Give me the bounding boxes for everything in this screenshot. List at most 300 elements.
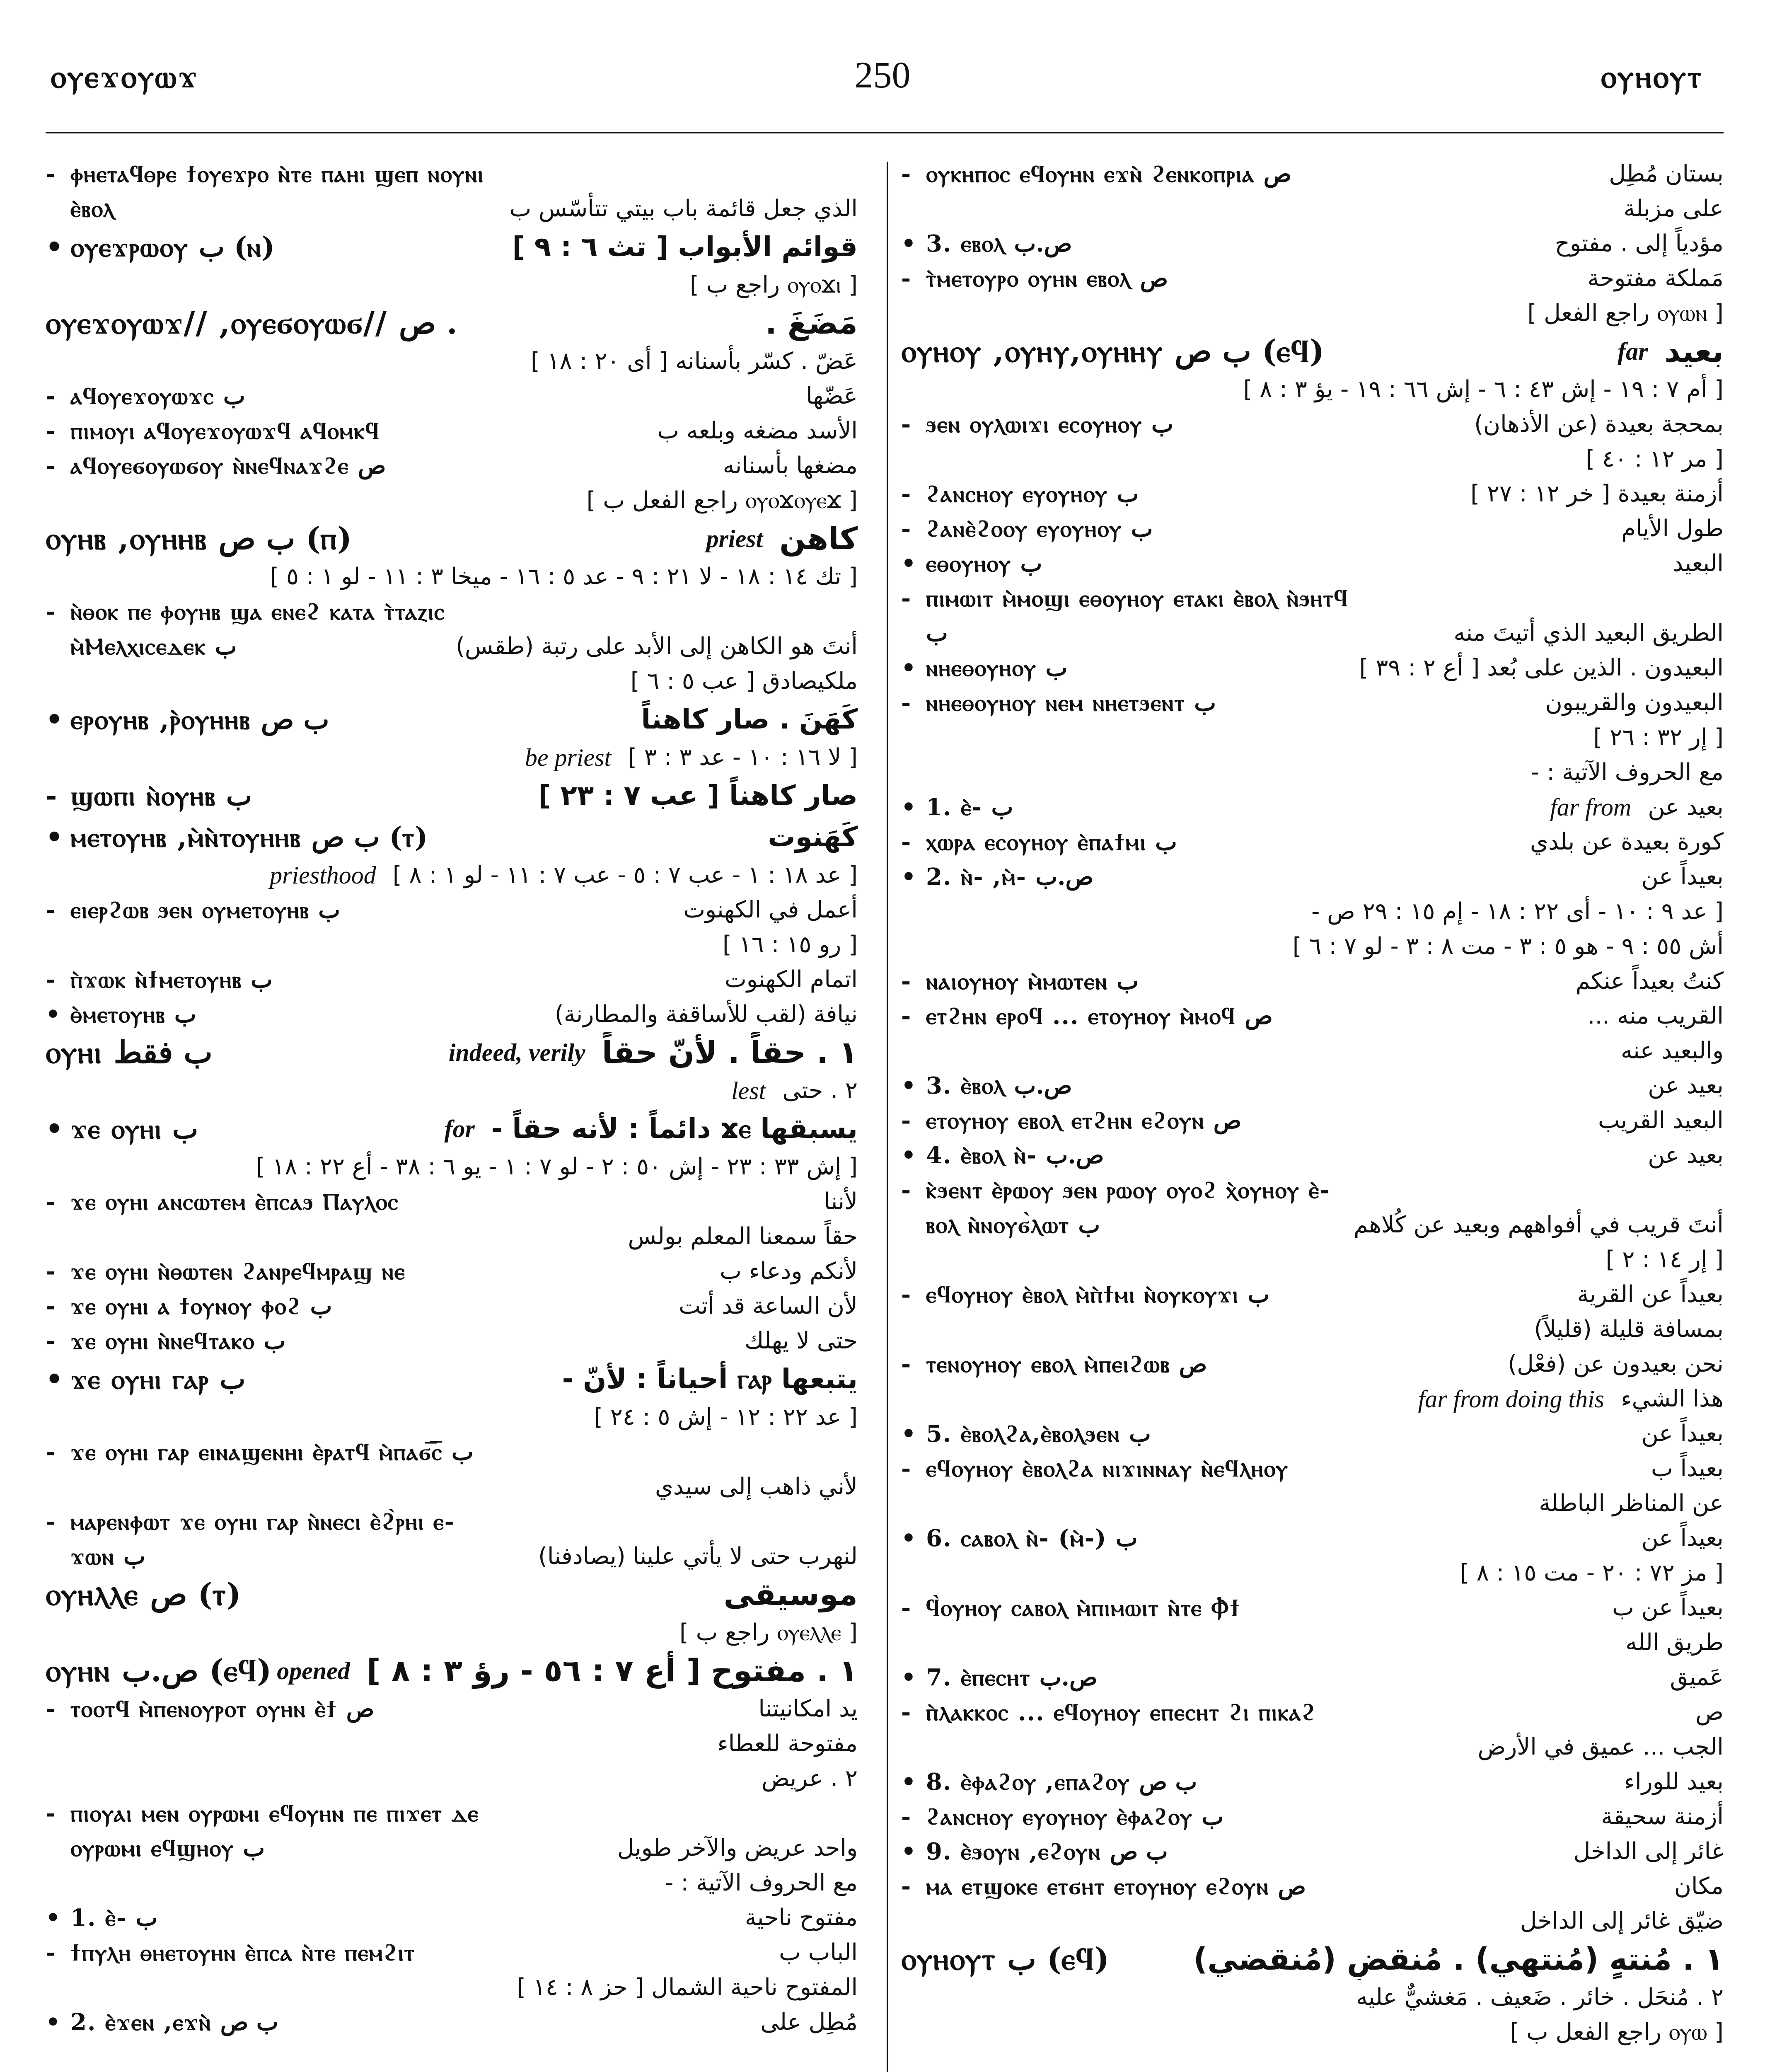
entry-line [901, 477, 1724, 511]
coptic-text: ⲟⲩⲉϫⲣⲱⲟⲩ ب (ⲛ) [70, 231, 275, 263]
coptic-text: ⲟⲩⲏⲟⲩ ,ⲟⲩⲏⲩ,ⲟⲩⲏⲏⲩ ب ص (ⲉϥ) [901, 334, 1325, 369]
bullet-marker: • [901, 1768, 916, 1796]
arabic-gloss: لأنكم ودعاء ب [720, 1258, 858, 1285]
left-column [46, 157, 858, 2072]
arabic-gloss: الباب ب [779, 1939, 858, 1966]
entry-line [901, 1347, 1724, 1382]
arabic-gloss: [ إر ٣٢ : ٢٦ ] [1593, 724, 1724, 751]
coptic-text: ⲡ̀ϫⲱⲕ ⲛ̀ϯⲙⲉⲧⲟⲩⲏⲃ ب [70, 966, 273, 993]
entry-line [46, 1358, 858, 1400]
coptic-text: ϫⲉ ⲟⲩⲏⲓ ⲅⲁⲣ ب [70, 1363, 246, 1395]
entry-line [901, 407, 1724, 442]
arabic-gloss: ٢ . مُنحَل . خائر . ضَعيف . مَغشيٌّ عليه [1356, 1984, 1724, 2011]
coptic-text: ⲟⲩⲏⲓ ب فقط [46, 1035, 213, 1070]
arabic-gloss: كنتُ بعيداً عنكم [1575, 968, 1724, 995]
coptic-text: ϫⲉ ⲟⲩⲏⲓ ⲁⲛⲥⲱⲧⲉⲙ ⲉ̀ⲡⲥⲁϧ Ⲡⲁⲩⲗⲟⲥ [70, 1188, 399, 1215]
coptic-text: ⲁϥⲟⲩⲉϫⲟⲩⲱϫⲥ ب [70, 382, 245, 410]
dash-marker: - [46, 896, 56, 924]
entry-line [46, 1073, 858, 1108]
dash-marker: - [46, 1258, 56, 1285]
english-gloss: for [444, 1115, 475, 1143]
coptic-text: ⲟⲩⲏⲗⲗⲉ ص (ⲧ) [46, 1577, 241, 1612]
entry-line [901, 546, 1724, 581]
arabic-gloss: لنهرب حتى لا يأتي علينا (يصادفنا) [538, 1543, 858, 1570]
entry-line [901, 685, 1724, 720]
arabic-gloss: يسبقها ϫⲉ دائماً : لأنه حقاً - [491, 1113, 858, 1145]
coptic-text: ⲟⲩⲕⲏⲡⲟⲥ ⲉϥⲟⲩⲏⲛ ⲉϫⲛ̀ ϩⲉⲛⲕⲟⲡⲣⲓⲁ ص [926, 160, 1292, 188]
arabic-gloss: [ رو ١٥ : ١٦ ] [723, 931, 858, 958]
arabic-gloss: نحن بعيدون عن (فعْل) [1508, 1351, 1724, 1377]
coptic-text: ϩⲁⲛⲉ̀ϩⲟⲟⲩ ⲉⲩⲟⲩⲏⲟⲩ ب [926, 515, 1153, 542]
entry-line [46, 1435, 858, 1469]
arabic-gloss: اتمام الكهنوت [725, 966, 858, 993]
coptic-text: ⲁϥⲟⲩⲉϭⲟⲩⲱϭⲟⲩ ⲛ̀ⲛⲉϥⲛⲁϫϩⲉ ص [70, 452, 386, 479]
arabic-gloss: كاهن [779, 521, 858, 557]
entry-line [46, 629, 858, 664]
dash-marker: - [901, 1594, 911, 1622]
arabic-gloss: غائر إلى الداخل [1573, 1838, 1724, 1865]
arabic-gloss: مفتوحة للعطاء [717, 1730, 858, 1757]
entry-line [46, 344, 858, 379]
entry-line [901, 1382, 1724, 1416]
coptic-text: ⲕ̀ϧⲉⲛⲧ ⲉ̀ⲣⲱⲟⲩ ϧⲉⲛ ⲣⲱⲟⲩ ⲟⲩⲟϩ ⲭ̀ⲟⲩⲏⲟⲩ ⲉ̀- [926, 1176, 1330, 1204]
coptic-text: ⲟⲩⲏⲛ ص.ب (ⲉϥ) [46, 1653, 272, 1689]
dash-marker: - [901, 411, 911, 438]
arabic-gloss: بعيد عن [1648, 1142, 1724, 1169]
entry-line [46, 1184, 858, 1219]
coptic-text: ⲉϥⲟⲩⲏⲟⲩ ⲉ̀ⲃⲟⲗϩⲁ ⲛⲓϫⲓⲛⲛⲁⲩ ⲛ̀ⲉϥⲗⲏⲟⲩ [926, 1455, 1289, 1482]
entry-line [46, 740, 858, 775]
entry-line [901, 226, 1724, 261]
bullet-marker: • [46, 2009, 60, 2036]
entry-line [46, 157, 858, 191]
entry-line [46, 379, 858, 414]
arabic-gloss: الأسد مضغه وبلعه ب [657, 417, 858, 444]
dash-marker: - [46, 1508, 56, 1535]
entry-line [901, 999, 1724, 1034]
coptic-text: ⲧ̀ⲙⲉⲧⲟⲩⲣⲟ ⲟⲩⲏⲛ ⲉⲃⲟⲗ ص [926, 265, 1168, 292]
coptic-text: ϫⲱⲛ ب [70, 1543, 145, 1570]
coptic-text: ϩⲁⲛⲥⲏⲟⲩ ⲉⲩⲟⲩⲏⲟⲩ ⲉ̀ⲫⲁϩⲟⲩ ب [926, 1803, 1224, 1830]
entry-headword-line [901, 1939, 1724, 1980]
arabic-gloss: ١ . مُنتهٍ (مُنتهي) . مُنقضٍ (مُنقضي) [1193, 1941, 1724, 1977]
entry-line [46, 414, 858, 448]
entry-line [46, 997, 858, 1032]
coptic-text: ϥ̀ⲟⲩⲏⲟⲩ ⲥⲁⲃⲟⲗ ⲙ̀ⲡⲓⲙⲱⲓⲧ ⲛ̀ⲧⲉ Ⲫ̀ϯ [926, 1594, 1241, 1622]
entry-line [901, 964, 1724, 999]
entry-line [901, 1556, 1724, 1590]
arabic-gloss: كورة بعيدة عن بلدي [1530, 828, 1724, 855]
entry-line [46, 1150, 858, 1184]
arabic-gloss: أزمنة بعيدة [ خر ١٢ : ٢٧ ] [1470, 480, 1724, 507]
coptic-text: ϯⲡⲩⲗⲏ ⲑⲏⲉⲧⲟⲩⲏⲛ ⲉ̀ⲡⲥⲁ ⲛ̀ⲧⲉ ⲡⲉⲙϩⲓⲧ [70, 1939, 415, 1966]
entry-line [901, 1904, 1724, 1939]
entry-line [901, 1312, 1724, 1347]
coptic-text: 2. ⲉ̀ϫⲉⲛ ,ⲉϫⲛ̀ ب ص [70, 2009, 278, 2036]
dash-marker: - [46, 452, 56, 479]
coptic-text: ⲛ̀ⲑⲟⲕ ⲡⲉ ⲫⲟⲩⲏⲃ ϣⲁ ⲉⲛⲉϩ ⲕⲁⲧⲁ ⲧ̀ⲧⲁⲍⲓⲥ [70, 598, 445, 625]
arabic-gloss: عَضّ . كسّر بأسنانه [ أى ٢٠ : ١٨ ] [531, 348, 858, 375]
coptic-text: 9. ⲉ̀ϧⲟⲩⲛ ,ⲉϩⲟⲩⲛ ب ص [926, 1838, 1168, 1865]
coptic-text: ⲧⲉⲛⲟⲩⲏⲟⲩ ⲉⲃⲟⲗ ⲙ̀ⲡⲉⲓϩⲱⲃ ص [926, 1351, 1207, 1378]
arabic-gloss: هذا الشيء [1621, 1385, 1724, 1412]
bullet-marker: • [901, 794, 916, 821]
arabic-gloss: [ ⲟⲩⲱ راجع الفعل ب ] [1510, 2019, 1724, 2045]
coptic-text: 2. ⲛ̀- ,ⲙ̀- ص.ب [926, 863, 1094, 891]
arabic-gloss: الطريق البعيد الذي أتيتَ منه [1453, 620, 1724, 646]
entry-line [46, 1504, 858, 1539]
dash-marker: - [901, 1351, 911, 1378]
entry-line [901, 1277, 1724, 1312]
coptic-text: 6. ⲥⲁⲃⲟⲗ ⲛ̀- (ⲙ̀-) ب [926, 1525, 1138, 1552]
bullet-marker: • [901, 550, 916, 577]
arabic-gloss: [ عد ٩ : ١٠ - أى ٢٢ : ١٨ - إم ١٥ : ٢٩ ص - [1311, 898, 1724, 925]
english-gloss: priest [706, 525, 763, 552]
entry-line [46, 594, 858, 629]
arabic-gloss: عَميق [1670, 1664, 1724, 1691]
header-right-guideword: ⲟⲩⲏⲟⲩⲧ [1601, 58, 1703, 95]
bullet-marker: • [46, 231, 63, 263]
entry-line [901, 1869, 1724, 1904]
coptic-text: 8. ⲉ̀ⲫⲁϩⲟⲩ ,ⲉⲡⲁϩⲟⲩ ب ص [926, 1768, 1197, 1796]
arabic-gloss: لأن الساعة قد أتت [679, 1293, 858, 1319]
bullet-marker: • [46, 821, 63, 853]
entry-line [46, 816, 858, 858]
coptic-text: ϧⲉⲛ ⲟⲩⲗⲱⲓϫⲓ ⲉⲥⲟⲩⲏⲟⲩ ب [926, 411, 1173, 438]
arabic-gloss: حتى لا يهلك [745, 1327, 858, 1354]
arabic-gloss: [ ⲟⲩⲱⲛ راجع الفعل ] [1527, 300, 1724, 327]
coptic-text: 4. ⲉ̀ⲃⲟⲗ ⲛ̀- ص.ب [926, 1142, 1104, 1169]
arabic-gloss: أعمل في الكهنوت [683, 896, 858, 923]
dash-marker: - [901, 1455, 911, 1482]
dash-marker: - [46, 160, 56, 188]
page-number: 250 [854, 55, 911, 96]
entry-line [46, 1726, 858, 1761]
english-gloss: far [1618, 338, 1648, 365]
arabic-gloss: [ مر ١٢ : ٤٠ ] [1586, 445, 1724, 472]
entry-line [46, 191, 858, 226]
entry-line [901, 442, 1724, 477]
bullet-marker: • [46, 703, 63, 736]
english-gloss: priesthood [270, 862, 376, 889]
arabic-gloss: ١ . مفتوح [ أع ٧ : ٥٦ - رؤ ٣ : ٨ ] [366, 1653, 858, 1689]
dash-marker: - [901, 265, 911, 292]
arabic-gloss: صار كاهناً [ عب ٧ : ٢٣ ] [538, 779, 858, 811]
arabic-gloss: بعيداً عن [1641, 863, 1724, 890]
dash-marker: - [901, 480, 911, 508]
entry-line [46, 775, 858, 816]
arabic-gloss: قوائم الأبواب [ تث ٦ : ٩ ] [512, 231, 858, 263]
arabic-gloss: بعيداً عن [1641, 1420, 1724, 1447]
arabic-gloss: أزمنة سحيقة [1601, 1803, 1724, 1830]
coptic-text: ϣⲱⲡⲓ ⲛ̀ⲟⲩⲏⲃ ب [70, 779, 252, 812]
entry-line [901, 1521, 1724, 1556]
coptic-text: ⲟⲩⲏⲃ ,ⲟⲩⲏⲏⲃ ب ص (ⲡ) [46, 521, 352, 557]
entry-line [46, 448, 858, 483]
entry-line [46, 893, 858, 927]
coptic-text: ϫⲉ ⲟⲩⲏⲓ ⲁ ϯⲟⲩⲛⲟⲩ ⲫⲟϩ ب [70, 1293, 332, 1320]
entry-line [901, 1138, 1724, 1173]
entry-line [901, 1660, 1724, 1695]
coptic-text: ⲫⲏⲉⲧⲁϥⲑⲣⲉ ϯⲟⲩⲉϫⲣⲟ ⲛ̀ⲧⲉ ⲡⲁⲏⲓ ϣⲉⲡ ⲛⲟⲩⲛⲓ [70, 160, 484, 188]
arabic-gloss: مَملكة مفتوحة [1587, 265, 1724, 292]
coptic-text: ⲑ̀ⲙⲉⲧⲟⲩⲏⲃ ب [70, 1001, 196, 1028]
arabic-gloss: الجب ... عميق في الأرض [1477, 1733, 1724, 1760]
entry-line [901, 157, 1724, 191]
entry-line [901, 1068, 1724, 1103]
bullet-marker: • [46, 1113, 63, 1145]
entry-line [901, 261, 1724, 296]
entry-line [901, 1834, 1724, 1869]
entry-line [901, 1980, 1724, 2015]
arabic-gloss: البعيد القريب [1598, 1107, 1724, 1134]
dash-marker: - [46, 1939, 56, 1966]
arabic-gloss: [ ⲟⲩⲉⲗⲗⲉ راجع ب ] [679, 1619, 858, 1646]
header-left-guideword: ⲟⲩⲉϫⲟⲩⲱϫ [51, 58, 199, 95]
arabic-gloss: أش ٥٥ : ٩ - هو ٥ : ٣ - مت ٨ : ٣ - لو ٧ : ٦ ] [1292, 933, 1724, 960]
coptic-text: ب [926, 620, 948, 647]
bullet-marker: • [901, 1664, 916, 1691]
arabic-gloss: عن المناظر الباطلة [1539, 1490, 1724, 1517]
entry-line [901, 1486, 1724, 1521]
arabic-gloss: [ ⲟⲩⲟϫⲓ راجع ب ] [689, 271, 858, 298]
coptic-text: ⲉⲧϩⲏⲛ ⲉⲣⲟϥ ... ⲉⲧⲟⲩⲏⲟⲩ ⲙ̀ⲙⲟϥ ص [926, 1002, 1273, 1030]
entry-line [901, 790, 1724, 825]
entry-line [46, 1219, 858, 1254]
bullet-marker: • [901, 1420, 916, 1447]
column-divider [887, 162, 888, 2072]
arabic-gloss: عَضّها [806, 382, 858, 409]
coptic-text: ⲉϥⲟⲩⲏⲟⲩ ⲉ̀ⲃⲟⲗ ⲙ̀ⲡ̀ϯⲙⲓ ⲛ̀ⲟⲩⲕⲟⲩϫⲓ ب [926, 1281, 1270, 1308]
coptic-text: ⲛⲏⲉⲑⲟⲩⲏⲟⲩ ب [926, 654, 1068, 682]
coptic-text: ⲟⲩⲣⲱⲙⲓ ⲉϥϣⲏⲟⲩ ب [70, 1835, 265, 1862]
entry-line [901, 859, 1724, 894]
arabic-gloss: مضغها بأسنانه [723, 452, 858, 479]
coptic-text: ⲧⲟⲟⲧϥ ⲙ̀ⲡⲉⲛⲟⲩⲣⲟⲧ ⲟⲩⲏⲛ ⲉ̀ϯ ص [70, 1695, 375, 1723]
coptic-text: ϫⲉ ⲟⲩⲏⲓ ب [70, 1113, 198, 1145]
dash-marker: - [901, 1873, 911, 1900]
arabic-gloss: البعيدون والقريبون [1545, 689, 1724, 716]
arabic-gloss: مع الحروف الآتية : - [665, 1869, 858, 1896]
english-gloss: be priest [525, 744, 612, 771]
entry-line [46, 1615, 858, 1650]
right-column [901, 157, 1724, 2072]
entry-line [901, 755, 1724, 790]
entry-line [46, 1254, 858, 1289]
arabic-gloss: بمسافة قليلة (قليلاً) [1534, 1316, 1724, 1343]
entry-line [46, 226, 858, 268]
coptic-text: ⲃⲟⲗ ⲛ̀ⲛⲟⲩϭ̀ⲗⲱⲧ ب [926, 1211, 1100, 1239]
arabic-gloss: لأني ذاهب إلى سيدي [655, 1473, 858, 1500]
entry-line [901, 651, 1724, 685]
entry-line [46, 1935, 858, 1970]
dash-marker: - [46, 779, 57, 812]
arabic-gloss: ١ . حقاً . لأنّ حقاً [602, 1035, 858, 1070]
coptic-text: ⲟⲩⲏⲟⲩⲧ ب (ⲉϥ) [901, 1941, 1109, 1977]
arabic-gloss: مَضَغَ . [765, 305, 858, 341]
arabic-gloss: بعيد [1664, 334, 1724, 369]
arabic-gloss: على مزبلة [1623, 195, 1724, 222]
arabic-gloss: ملكيصادق [ عب ٥ : ٦ ] [630, 668, 858, 695]
dash-marker: - [46, 382, 56, 410]
arabic-gloss: بعيد للوراء [1624, 1768, 1724, 1795]
coptic-text: ⲉⲑⲟⲩⲏⲟⲩ ب [926, 550, 1042, 577]
entry-line [46, 927, 858, 962]
entry-headword-line [46, 518, 858, 559]
arabic-gloss: بعيد عن [1648, 1072, 1724, 1099]
entry-line [46, 664, 858, 699]
coptic-text: ⲉⲣⲟⲩⲏⲃ ,ⲣ̀ⲟⲩⲏⲏⲃ ب ص [70, 703, 329, 736]
entry-line [46, 2005, 858, 2040]
dash-marker: - [901, 968, 911, 995]
coptic-text: ⲡⲓⲙⲱⲓⲧ ⲙ̀ⲙⲟϣⲓ ⲉⲑⲟⲩⲏⲟⲩ ⲉⲧⲁⲕⲓ ⲉ̀ⲃⲟⲗ ⲛ̀ϧⲏⲧϥ [926, 585, 1349, 612]
bullet-marker: • [901, 1525, 916, 1552]
coptic-text: 3. ⲉⲃⲟⲗ ص.ب [926, 230, 1072, 257]
arabic-gloss: طول الأيام [1621, 515, 1724, 542]
coptic-text: ϩⲁⲛⲥⲏⲟⲩ ⲉⲩⲟⲩⲏⲟⲩ ب [926, 480, 1139, 508]
arabic-gloss: البعيد [1673, 550, 1724, 577]
entry-line [901, 1695, 1724, 1730]
entry-line [901, 1173, 1724, 1208]
bullet-marker: • [901, 654, 916, 682]
entry-line [901, 1034, 1724, 1068]
coptic-text: ⲛⲁⲓⲟⲩⲏⲟⲩ ⲙ̀ⲙⲱⲧⲉⲛ ب [926, 968, 1139, 995]
arabic-gloss: واحد عريض والآخر طويل [617, 1835, 858, 1861]
dash-marker: - [46, 1293, 56, 1320]
entry-line [901, 1103, 1724, 1138]
coptic-text: ϫⲉ ⲟⲩⲏⲓ ⲛ̀ⲑⲱⲧⲉⲛ ϩⲁⲛⲣⲉϥⲙⲣⲁϣ ⲛⲉ [70, 1258, 406, 1285]
entry-line [46, 268, 858, 303]
entry-headword-line [46, 303, 858, 344]
entry-line [901, 581, 1724, 616]
arabic-gloss: [ ⲟⲩⲟϫⲟⲩⲉϫ راجع الفعل ب ] [586, 487, 858, 514]
coptic-text: ⲡⲓⲙⲟⲩⲓ ⲁϥⲟⲩⲉϫⲟⲩⲱϫϥ ⲁϥⲟⲙⲕϥ [70, 417, 380, 445]
entry-headword-line [46, 1650, 858, 1692]
dash-marker: - [901, 515, 911, 542]
english-gloss: opened [277, 1657, 350, 1685]
arabic-gloss: [ مز ٧٢ : ٢٠ - مت ١٥ : ٨ ] [1460, 1559, 1724, 1586]
arabic-gloss: ص [1695, 1699, 1724, 1726]
arabic-gloss: ٢ . حتى [782, 1077, 858, 1104]
coptic-text: ⲛⲏⲉⲑⲟⲩⲏⲟⲩ ⲛⲉⲙ ⲛⲏⲉⲧϧⲉⲛⲧ ب [926, 689, 1216, 716]
entry-line [46, 1692, 858, 1726]
entry-line [901, 1799, 1724, 1834]
coptic-text: ⲭⲱⲣⲁ ⲉⲥⲟⲩⲏⲟⲩ ⲉ̀ⲡⲁϯⲙⲓ ب [926, 828, 1177, 856]
dash-marker: - [46, 598, 56, 625]
dash-marker: - [901, 1002, 911, 1030]
arabic-gloss: مع الحروف الآتية : - [1531, 759, 1724, 786]
bullet-marker: • [46, 1904, 60, 1932]
entry-line [901, 191, 1724, 226]
arabic-gloss: [ عد ١٨ : ١ - عب ٧ : ٥ - عب ٧ : ١١ - لو ١ : ٨ ] [392, 862, 858, 888]
entry-line [46, 1796, 858, 1831]
arabic-gloss: القريب منه ... [1587, 1002, 1724, 1029]
dash-marker: - [901, 1107, 911, 1134]
english-gloss: lest [731, 1077, 766, 1104]
entry-line [46, 1900, 858, 1935]
coptic-text: ϫⲉ ⲟⲩⲏⲓ ⲛ̀ⲛⲉϥⲧⲁⲕⲟ ب [70, 1327, 286, 1355]
coptic-text: 5. ⲉ̀ⲃⲟⲗϩⲁ,ⲉ̀ⲃⲟⲗϧⲉⲛ ب [926, 1420, 1151, 1447]
entry-line [901, 1416, 1724, 1451]
entry-line [46, 1469, 858, 1504]
coptic-text: ⲟⲩⲉϫⲟⲩⲱϫ// ,ⲟⲩⲉϭⲟⲩⲱϭ// ص . [46, 305, 457, 341]
entry-line [46, 1400, 858, 1435]
entry-line [901, 894, 1724, 929]
entry-line [46, 1831, 858, 1866]
coptic-text: ϫⲉ ⲟⲩⲏⲓ ⲅⲁⲣ ⲉⲓⲛⲁϣⲉⲛⲏⲓ ⲉ̀ⲣⲁⲧϥ ⲙ̀ⲡⲁϭ̅ⲥ̅ ب [70, 1438, 474, 1466]
dash-marker: - [46, 1327, 56, 1355]
arabic-gloss: بعيد عن [1648, 794, 1724, 821]
entry-line [901, 2015, 1724, 2050]
coptic-text: ⲡⲓⲟⲩⲁⲓ ⲙⲉⲛ ⲟⲩⲣⲱⲙⲓ ⲉϥⲟⲩⲏⲛ ⲡⲉ ⲡⲓϫⲉⲧ ⲇⲉ [70, 1800, 479, 1827]
english-gloss: far from [1550, 794, 1632, 821]
arabic-gloss: بمحجة بعيدة (عن الأذهان) [1474, 411, 1724, 438]
coptic-text: ⲉⲧⲟⲩⲏⲟⲩ ⲉⲃⲟⲗ ⲉⲧϩⲏⲛ ⲉϩⲟⲩⲛ ص [926, 1107, 1242, 1134]
arabic-gloss: [ إر ١٤ : ٢ ] [1605, 1246, 1724, 1273]
arabic-gloss: [ لا ١٦ : ١٠ - عد ٣ : ٣ ] [628, 744, 858, 771]
arabic-gloss: [ تك ١٤ : ١٨ - لا ٢١ : ٩ - عد ٥ : ١٦ - ميخا ٣ : ١١ - لو ١ : ٥ ] [270, 563, 858, 590]
dash-marker: - [46, 1438, 56, 1466]
arabic-gloss: والبعيد عنه [1620, 1037, 1724, 1064]
entry-line [901, 296, 1724, 331]
arabic-gloss: بستان مُطِل [1609, 160, 1724, 187]
entry-headword-line [901, 331, 1724, 372]
entry-line [901, 372, 1724, 407]
english-gloss: indeed, verily [448, 1039, 585, 1066]
english-gloss: far from doing this [1418, 1385, 1605, 1413]
arabic-gloss: يد امكانيتنا [758, 1695, 858, 1722]
arabic-gloss: نيافة (لقب للأساقفة والمطارنة) [554, 1001, 858, 1028]
dash-marker: - [901, 1699, 911, 1726]
dash-marker: - [46, 966, 56, 993]
entry-headword-line [46, 1574, 858, 1615]
coptic-text: 1. ⲉ̀- ب [926, 794, 1013, 821]
coptic-text: ⲙⲉⲧⲟⲩⲏⲃ ,ⲙ̀ⲛ̀ⲧⲟⲩⲏⲏⲃ ب ص (ⲧ) [70, 821, 428, 853]
arabic-gloss: [ إش ٣٣ : ٢٣ - إش ٥٠ : ٢ - لو ٧ : ١ - يو ٦ : ٣٨ - أع ٢٢ : ١٨ ] [256, 1153, 858, 1180]
entry-line [46, 1970, 858, 2005]
arabic-gloss: لأننا [824, 1188, 858, 1215]
entry-line [901, 1451, 1724, 1486]
bullet-marker: • [901, 1072, 916, 1099]
arabic-gloss: بعيداً عن [1641, 1525, 1724, 1552]
dash-marker: - [46, 1800, 56, 1827]
arabic-gloss: بعيداً عن القرية [1577, 1281, 1724, 1308]
bullet-marker: • [46, 1001, 60, 1028]
coptic-text: ⲙ̀Ⲙⲉⲗⲭⲓⲥⲉⲇⲉⲕ ب [70, 633, 237, 660]
entry-line [46, 858, 858, 893]
dash-marker: - [901, 828, 911, 856]
dash-marker: - [46, 417, 56, 445]
bullet-marker: • [901, 230, 916, 257]
arabic-gloss: مفتوح ناحية [745, 1904, 858, 1931]
arabic-gloss: يتبعها ⲅⲁⲣ أحياناً : لأنّ - [562, 1363, 858, 1395]
coptic-text: ⲡ̀ⲗⲁⲕⲕⲟⲥ ... ⲉϥⲟⲩⲏⲟⲩ ⲉⲡⲉⲥⲏⲧ ϩⲓ ⲡⲓⲕⲁϩ [926, 1699, 1316, 1726]
arabic-gloss: المفتوح ناحية الشمال [ حز ٨ : ١٤ ] [517, 1974, 858, 2001]
entry-line [901, 720, 1724, 755]
dash-marker: - [901, 1281, 911, 1308]
bullet-marker: • [901, 863, 916, 891]
coptic-text: ⲙⲁⲣⲉⲛⲫⲱⲧ ϫⲉ ⲟⲩⲏⲓ ⲅⲁⲣ ⲛ̀ⲛⲉⲥⲓ ⲉ̀ϩ̀ⲣⲏⲓ ⲉ- [70, 1508, 455, 1535]
entry-line [46, 1761, 858, 1796]
arabic-gloss: أنتَ قريب في أفواههم وبعيد عن كُلاهم [1354, 1211, 1724, 1238]
arabic-gloss: مؤدياً إلى . مفتوح [1555, 230, 1724, 257]
entry-line [901, 1590, 1724, 1625]
dash-marker: - [901, 1176, 911, 1204]
dash-marker: - [46, 1188, 56, 1215]
entry-line [46, 962, 858, 997]
arabic-gloss: الذي جعل قائمة باب بيتي تتأسّس ب [509, 195, 858, 222]
entry-line [901, 1730, 1724, 1765]
